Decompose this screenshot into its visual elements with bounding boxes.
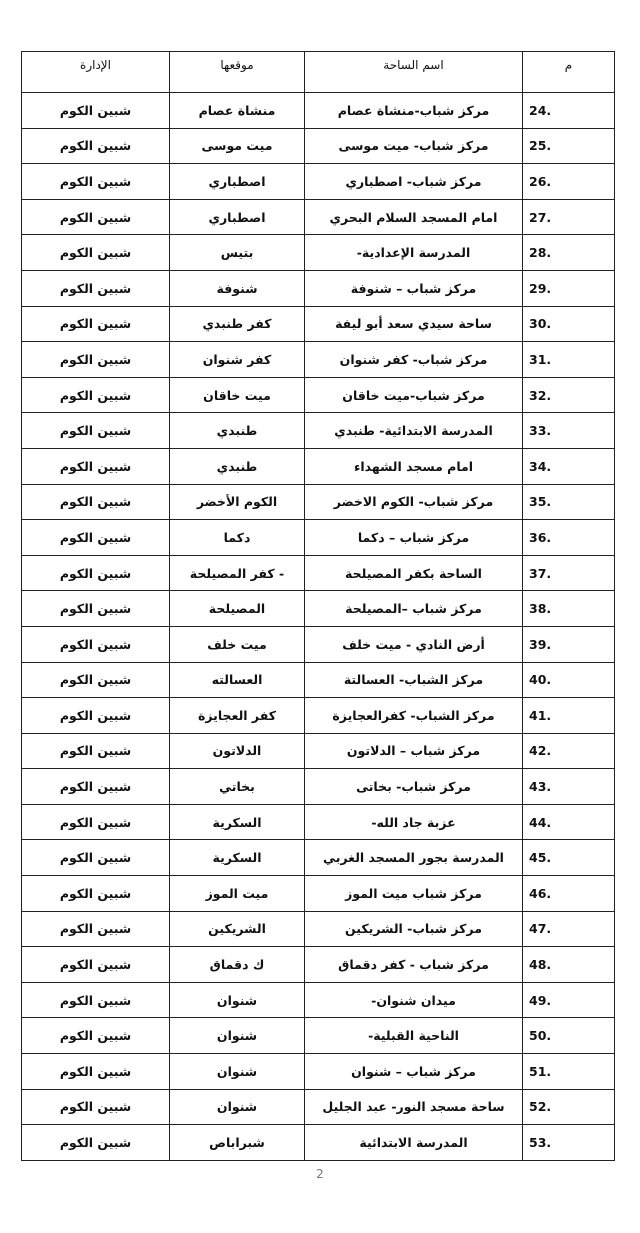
table-row bbox=[22, 876, 615, 912]
location-cell: الكوم الأخضر bbox=[170, 484, 305, 520]
table-row bbox=[22, 982, 615, 1018]
administration-cell: شبين الكوم bbox=[22, 164, 170, 200]
row-number: .46 bbox=[523, 876, 615, 912]
location-cell: بتيس bbox=[170, 235, 305, 271]
row-number: .24 bbox=[523, 93, 615, 129]
administration-cell: شبين الكوم bbox=[22, 93, 170, 129]
table-row bbox=[22, 484, 615, 520]
table-row bbox=[22, 164, 615, 200]
location-cell: شنوان bbox=[170, 982, 305, 1018]
row-number: .50 bbox=[523, 1018, 615, 1054]
row-number: .49 bbox=[523, 982, 615, 1018]
location-cell: ك دقماق bbox=[170, 947, 305, 983]
row-number: .36 bbox=[523, 520, 615, 556]
square-name-cell: مركز شباب – شنوفة bbox=[305, 270, 523, 306]
square-name-cell: ساحة سيدي سعد أبو ليفة bbox=[305, 306, 523, 342]
administration-cell: شبين الكوم bbox=[22, 769, 170, 805]
header-location: موقعها bbox=[170, 52, 305, 93]
table-row bbox=[22, 662, 615, 698]
row-number: .44 bbox=[523, 804, 615, 840]
administration-cell: شبين الكوم bbox=[22, 804, 170, 840]
table-row bbox=[22, 93, 615, 129]
table-row bbox=[22, 235, 615, 271]
table-row bbox=[22, 769, 615, 805]
table-row bbox=[22, 413, 615, 449]
location-cell: كفر شنوان bbox=[170, 342, 305, 378]
row-number: .38 bbox=[523, 591, 615, 627]
square-name-cell: أرض النادي - ميت خلف bbox=[305, 626, 523, 662]
table-row bbox=[22, 947, 615, 983]
square-name-cell: امام المسجد السلام البحري bbox=[305, 199, 523, 235]
administration-cell: شبين الكوم bbox=[22, 520, 170, 556]
row-number: .51 bbox=[523, 1054, 615, 1090]
table-row bbox=[22, 1089, 615, 1125]
square-name-cell: امام مسجد الشهداء bbox=[305, 448, 523, 484]
squares-table bbox=[21, 51, 615, 1161]
square-name-cell: مركز شباب-ميت خاقان bbox=[305, 377, 523, 413]
square-name-cell: الساحة بكفر المصيلحة bbox=[305, 555, 523, 591]
square-name-cell: مركز شباب-منشاة عصام bbox=[305, 93, 523, 129]
administration-cell: شبين الكوم bbox=[22, 662, 170, 698]
location-cell: ميت خلف bbox=[170, 626, 305, 662]
location-cell: ميت موسى bbox=[170, 128, 305, 164]
row-number: .27 bbox=[523, 199, 615, 235]
header-square-name: اسم الساحة bbox=[305, 52, 523, 93]
location-cell: المصيلحة bbox=[170, 591, 305, 627]
table-row bbox=[22, 377, 615, 413]
location-cell: الدلاتون bbox=[170, 733, 305, 769]
square-name-cell: مركز شباب ميت الموز bbox=[305, 876, 523, 912]
location-cell: ميت خاقان bbox=[170, 377, 305, 413]
row-number: .53 bbox=[523, 1125, 615, 1161]
administration-cell: شبين الكوم bbox=[22, 733, 170, 769]
square-name-cell: مركز شباب- كفر شنوان bbox=[305, 342, 523, 378]
row-number: .33 bbox=[523, 413, 615, 449]
row-number: .31 bbox=[523, 342, 615, 378]
administration-cell: شبين الكوم bbox=[22, 591, 170, 627]
table-row bbox=[22, 733, 615, 769]
square-name-cell: المدرسة الابتدائية bbox=[305, 1125, 523, 1161]
row-number: .29 bbox=[523, 270, 615, 306]
row-number: .37 bbox=[523, 555, 615, 591]
administration-cell: شبين الكوم bbox=[22, 342, 170, 378]
row-number: .43 bbox=[523, 769, 615, 805]
square-name-cell: مركز شباب - كفر دقماق bbox=[305, 947, 523, 983]
administration-cell: شبين الكوم bbox=[22, 1018, 170, 1054]
administration-cell: شبين الكوم bbox=[22, 698, 170, 734]
table-row bbox=[22, 804, 615, 840]
row-number: .45 bbox=[523, 840, 615, 876]
administration-cell: شبين الكوم bbox=[22, 626, 170, 662]
location-cell: شنوفة bbox=[170, 270, 305, 306]
location-cell: السكرية bbox=[170, 840, 305, 876]
table-header-row bbox=[22, 52, 615, 93]
administration-cell: شبين الكوم bbox=[22, 1089, 170, 1125]
administration-cell: شبين الكوم bbox=[22, 128, 170, 164]
table-row bbox=[22, 1018, 615, 1054]
administration-cell: شبين الكوم bbox=[22, 448, 170, 484]
location-cell: طنبدي bbox=[170, 448, 305, 484]
location-cell: شبراباص bbox=[170, 1125, 305, 1161]
row-number: .41 bbox=[523, 698, 615, 734]
row-number: .28 bbox=[523, 235, 615, 271]
square-name-cell: مركز شباب- بخاتى bbox=[305, 769, 523, 805]
table-row bbox=[22, 840, 615, 876]
location-cell: كفر طنبدي bbox=[170, 306, 305, 342]
square-name-cell: مركز شباب – شنوان bbox=[305, 1054, 523, 1090]
square-name-cell: مركز الشباب- العسالتة bbox=[305, 662, 523, 698]
square-name-cell: مركز شباب- اصطباري bbox=[305, 164, 523, 200]
row-number: .26 bbox=[523, 164, 615, 200]
location-cell: كفر العجايزة bbox=[170, 698, 305, 734]
location-cell: ميت الموز bbox=[170, 876, 305, 912]
square-name-cell: مركز الشباب- كفرالعجايزة bbox=[305, 698, 523, 734]
administration-cell: شبين الكوم bbox=[22, 377, 170, 413]
row-number: .35 bbox=[523, 484, 615, 520]
row-number: .48 bbox=[523, 947, 615, 983]
header-administration: الإدارة bbox=[22, 52, 170, 93]
location-cell: شنوان bbox=[170, 1018, 305, 1054]
square-name-cell: الناحية القبلية- bbox=[305, 1018, 523, 1054]
location-cell: اصطباري bbox=[170, 164, 305, 200]
table-row bbox=[22, 270, 615, 306]
row-number: .30 bbox=[523, 306, 615, 342]
table-row bbox=[22, 1125, 615, 1161]
square-name-cell: عزبة جاد الله- bbox=[305, 804, 523, 840]
location-cell: منشاة عصام bbox=[170, 93, 305, 129]
row-number: .32 bbox=[523, 377, 615, 413]
location-cell: طنبدي bbox=[170, 413, 305, 449]
square-name-cell: ميدان شنوان- bbox=[305, 982, 523, 1018]
administration-cell: شبين الكوم bbox=[22, 1125, 170, 1161]
square-name-cell: المدرسة الإعدادية- bbox=[305, 235, 523, 271]
location-cell: السكرية bbox=[170, 804, 305, 840]
location-cell: الشريكين bbox=[170, 911, 305, 947]
square-name-cell: مركز شباب- الشريكين bbox=[305, 911, 523, 947]
location-cell: شنوان bbox=[170, 1089, 305, 1125]
row-number: .25 bbox=[523, 128, 615, 164]
administration-cell: شبين الكوم bbox=[22, 413, 170, 449]
table-row bbox=[22, 520, 615, 556]
row-number: .52 bbox=[523, 1089, 615, 1125]
location-cell: بخاتي bbox=[170, 769, 305, 805]
square-name-cell: مركز شباب- ميت موسى bbox=[305, 128, 523, 164]
administration-cell: شبين الكوم bbox=[22, 876, 170, 912]
administration-cell: شبين الكوم bbox=[22, 1054, 170, 1090]
administration-cell: شبين الكوم bbox=[22, 306, 170, 342]
location-cell: دكما bbox=[170, 520, 305, 556]
table-row bbox=[22, 911, 615, 947]
table-row bbox=[22, 448, 615, 484]
table-row bbox=[22, 1054, 615, 1090]
location-cell: - كفر المصيلحة bbox=[170, 555, 305, 591]
administration-cell: شبين الكوم bbox=[22, 911, 170, 947]
table-row bbox=[22, 342, 615, 378]
header-number: م bbox=[523, 52, 615, 93]
row-number: .34 bbox=[523, 448, 615, 484]
table-row bbox=[22, 306, 615, 342]
square-name-cell: المدرسة الابتدائية- طنبدي bbox=[305, 413, 523, 449]
administration-cell: شبين الكوم bbox=[22, 840, 170, 876]
location-cell: شنوان bbox=[170, 1054, 305, 1090]
square-name-cell: مركز شباب – دكما bbox=[305, 520, 523, 556]
administration-cell: شبين الكوم bbox=[22, 484, 170, 520]
administration-cell: شبين الكوم bbox=[22, 982, 170, 1018]
location-cell: العسالته bbox=[170, 662, 305, 698]
row-number: .47 bbox=[523, 911, 615, 947]
square-name-cell: ساحة مسجد النور- عبد الجليل bbox=[305, 1089, 523, 1125]
location-cell: اصطباري bbox=[170, 199, 305, 235]
administration-cell: شبين الكوم bbox=[22, 947, 170, 983]
administration-cell: شبين الكوم bbox=[22, 270, 170, 306]
administration-cell: شبين الكوم bbox=[22, 555, 170, 591]
table-body bbox=[22, 93, 615, 1161]
table-row bbox=[22, 199, 615, 235]
table-row bbox=[22, 698, 615, 734]
row-number: .40 bbox=[523, 662, 615, 698]
administration-cell: شبين الكوم bbox=[22, 199, 170, 235]
square-name-cell: المدرسة بجور المسجد الغربي bbox=[305, 840, 523, 876]
square-name-cell: مركز شباب- الكوم الاخضر bbox=[305, 484, 523, 520]
row-number: .42 bbox=[523, 733, 615, 769]
page-number: 2 bbox=[316, 1167, 324, 1181]
table-row bbox=[22, 626, 615, 662]
table-row bbox=[22, 128, 615, 164]
row-number: .39 bbox=[523, 626, 615, 662]
table-row bbox=[22, 591, 615, 627]
square-name-cell: مركز شباب – الدلاتون bbox=[305, 733, 523, 769]
administration-cell: شبين الكوم bbox=[22, 235, 170, 271]
table-row bbox=[22, 555, 615, 591]
square-name-cell: مركز شباب –المصيلحة bbox=[305, 591, 523, 627]
